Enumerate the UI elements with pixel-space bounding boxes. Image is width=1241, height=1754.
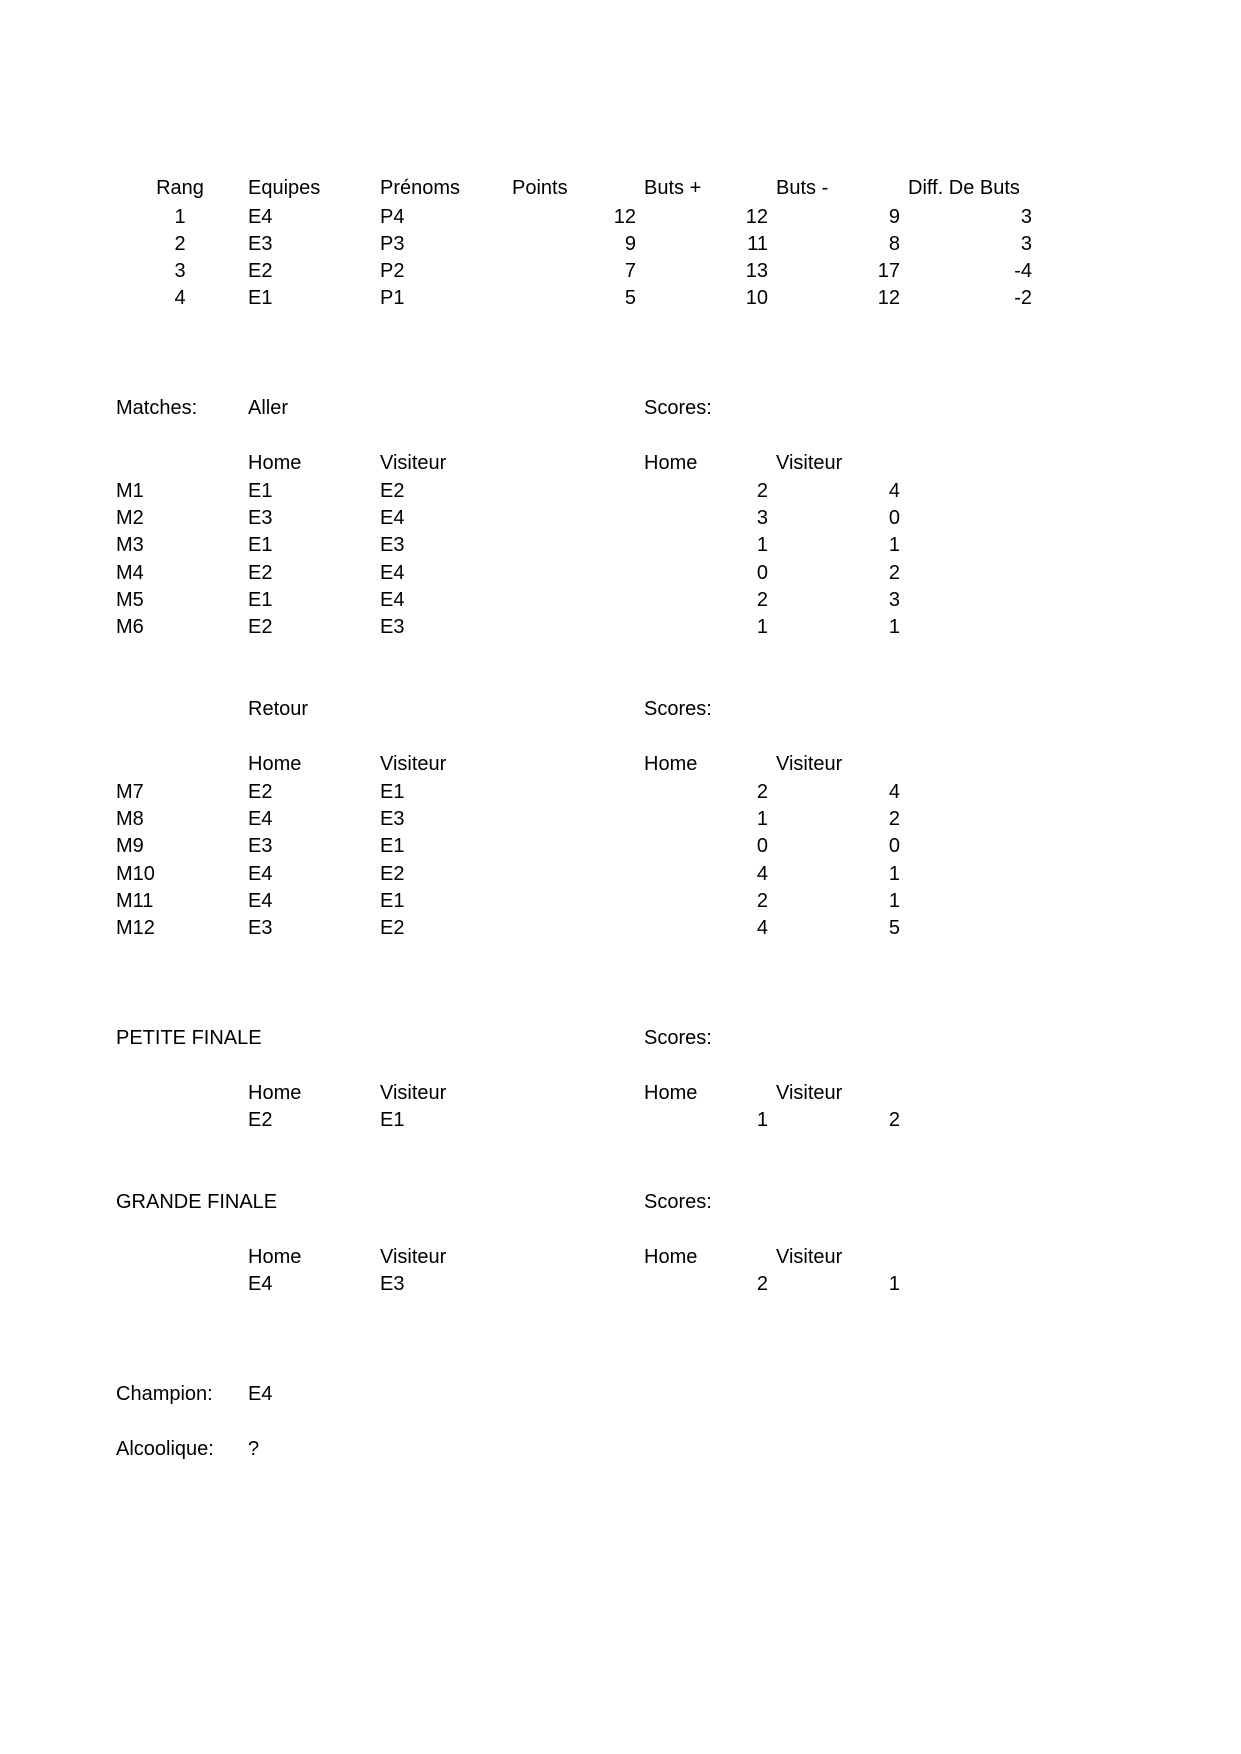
match-score-visitor: 0: [888, 507, 900, 529]
match-visitor: E2: [380, 863, 405, 885]
match-score-home: 2: [756, 890, 768, 912]
match-id: M4: [116, 562, 144, 584]
match-score-visitor: 3: [888, 589, 900, 611]
standings-rang: 1: [174, 206, 186, 228]
aller-scores-label: Scores:: [644, 397, 712, 419]
alcoolique-value: ?: [248, 1438, 260, 1460]
header-prenoms: Prénoms: [380, 177, 461, 199]
standings-prenom: P2: [380, 260, 405, 282]
header-buts-moins: Buts -: [776, 177, 829, 199]
standings-diff: 3: [1020, 206, 1032, 228]
match-score-home: 1: [756, 534, 768, 556]
match-home: E2: [248, 616, 273, 638]
grande-finale-visitor: E3: [380, 1273, 405, 1295]
standings-equipe: E4: [248, 206, 273, 228]
match-home: E4: [248, 863, 273, 885]
match-home: E2: [248, 781, 273, 803]
match-score-visitor: 1: [888, 863, 900, 885]
grande-finale-home: E4: [248, 1273, 273, 1295]
retour-scores-label: Scores:: [644, 698, 712, 720]
header-diff: Diff. De Buts: [908, 177, 1020, 199]
header-rang: Rang: [156, 177, 204, 199]
match-id: M3: [116, 534, 144, 556]
match-visitor: E4: [380, 562, 405, 584]
standings-diff: 3: [1020, 233, 1032, 255]
match-id: M5: [116, 589, 144, 611]
standings-prenom: P3: [380, 233, 405, 255]
petite-finale-visitor: E1: [380, 1109, 405, 1131]
petite-finale-score-visitor: 2: [888, 1109, 900, 1131]
aller-score-home-header: Home: [644, 452, 698, 474]
match-visitor: E2: [380, 917, 405, 939]
match-home: E3: [248, 917, 273, 939]
petite-finale-score-home: 1: [756, 1109, 768, 1131]
standings-rang: 3: [174, 260, 186, 282]
retour-score-home-header: Home: [644, 753, 698, 775]
match-visitor: E3: [380, 616, 405, 638]
grande-finale-score-visitor: 1: [888, 1273, 900, 1295]
match-home: E1: [248, 534, 273, 556]
match-score-visitor: 5: [888, 917, 900, 939]
match-visitor: E4: [380, 589, 405, 611]
standings-diff: -4: [1014, 260, 1032, 282]
match-score-visitor: 4: [888, 781, 900, 803]
header-buts-plus: Buts +: [644, 177, 702, 199]
standings-buts-moins: 8: [888, 233, 900, 255]
grande-finale-scores-label: Scores:: [644, 1191, 712, 1213]
aller-score-visitor-header: Visiteur: [776, 452, 843, 474]
match-score-home: 2: [756, 781, 768, 803]
match-id: M10: [116, 863, 155, 885]
match-score-visitor: 1: [888, 890, 900, 912]
match-score-home: 1: [756, 808, 768, 830]
match-home: E1: [248, 589, 273, 611]
match-home: E3: [248, 835, 273, 857]
match-score-home: 3: [756, 507, 768, 529]
standings-points: 7: [624, 260, 636, 282]
standings-prenom: P4: [380, 206, 405, 228]
standings-rang: 4: [174, 287, 186, 309]
standings-buts-moins: 17: [877, 260, 900, 282]
petite-finale-scores-label: Scores:: [644, 1027, 712, 1049]
header-equipes: Equipes: [248, 177, 321, 199]
matches-label: Matches:: [116, 397, 198, 419]
grande-finale-home-header: Home: [248, 1246, 302, 1268]
standings-rang: 2: [174, 233, 186, 255]
match-score-visitor: 1: [888, 534, 900, 556]
petite-finale-score-home-header: Home: [644, 1082, 698, 1104]
grande-finale-title: GRANDE FINALE: [116, 1191, 278, 1213]
standings-buts-moins: 12: [877, 287, 900, 309]
grande-finale-score-home: 2: [756, 1273, 768, 1295]
match-id: M8: [116, 808, 144, 830]
match-score-home: 0: [756, 562, 768, 584]
match-score-home: 4: [756, 917, 768, 939]
standings-buts-plus: 12: [745, 206, 768, 228]
match-id: M6: [116, 616, 144, 638]
match-score-visitor: 4: [888, 480, 900, 502]
standings-buts-plus: 13: [745, 260, 768, 282]
grande-finale-score-visitor-header: Visiteur: [776, 1246, 843, 1268]
champion-value: E4: [248, 1383, 273, 1405]
match-score-visitor: 1: [888, 616, 900, 638]
match-score-home: 2: [756, 480, 768, 502]
match-visitor: E3: [380, 808, 405, 830]
match-home: E4: [248, 890, 273, 912]
match-score-home: 0: [756, 835, 768, 857]
retour-score-visitor-header: Visiteur: [776, 753, 843, 775]
match-home: E1: [248, 480, 273, 502]
match-score-home: 4: [756, 863, 768, 885]
aller-title: Aller: [248, 397, 289, 419]
match-id: M1: [116, 480, 144, 502]
standings-prenom: P1: [380, 287, 405, 309]
petite-finale-score-visitor-header: Visiteur: [776, 1082, 843, 1104]
header-points: Points: [512, 177, 568, 199]
standings-buts-moins: 9: [888, 206, 900, 228]
match-id: M11: [116, 890, 154, 912]
match-id: M2: [116, 507, 144, 529]
aller-home-header: Home: [248, 452, 302, 474]
match-score-home: 2: [756, 589, 768, 611]
champion-label: Champion:: [116, 1383, 213, 1405]
match-id: M12: [116, 917, 155, 939]
standings-points: 12: [613, 206, 636, 228]
standings-points: 5: [624, 287, 636, 309]
match-score-visitor: 2: [888, 808, 900, 830]
standings-points: 9: [624, 233, 636, 255]
match-home: E4: [248, 808, 273, 830]
match-visitor: E1: [380, 890, 405, 912]
retour-visitor-header: Visiteur: [380, 753, 447, 775]
aller-visitor-header: Visiteur: [380, 452, 447, 474]
match-visitor: E1: [380, 781, 405, 803]
retour-home-header: Home: [248, 753, 302, 775]
standings-buts-plus: 11: [747, 233, 768, 255]
match-visitor: E2: [380, 480, 405, 502]
standings-equipe: E2: [248, 260, 273, 282]
match-home: E3: [248, 507, 273, 529]
petite-finale-home-header: Home: [248, 1082, 302, 1104]
match-visitor: E4: [380, 507, 405, 529]
match-visitor: E3: [380, 534, 405, 556]
petite-finale-title: PETITE FINALE: [116, 1027, 262, 1049]
alcoolique-label: Alcoolique:: [116, 1438, 214, 1460]
retour-title: Retour: [248, 698, 309, 720]
grande-finale-score-home-header: Home: [644, 1246, 698, 1268]
match-score-visitor: 2: [888, 562, 900, 584]
petite-finale-visitor-header: Visiteur: [380, 1082, 447, 1104]
match-id: M9: [116, 835, 144, 857]
match-home: E2: [248, 562, 273, 584]
standings-equipe: E1: [248, 287, 273, 309]
grande-finale-visitor-header: Visiteur: [380, 1246, 447, 1268]
petite-finale-home: E2: [248, 1109, 273, 1131]
match-visitor: E1: [380, 835, 405, 857]
standings-diff: -2: [1014, 287, 1032, 309]
match-score-home: 1: [756, 616, 768, 638]
match-score-visitor: 0: [888, 835, 900, 857]
match-id: M7: [116, 781, 144, 803]
standings-buts-plus: 10: [745, 287, 768, 309]
standings-equipe: E3: [248, 233, 273, 255]
